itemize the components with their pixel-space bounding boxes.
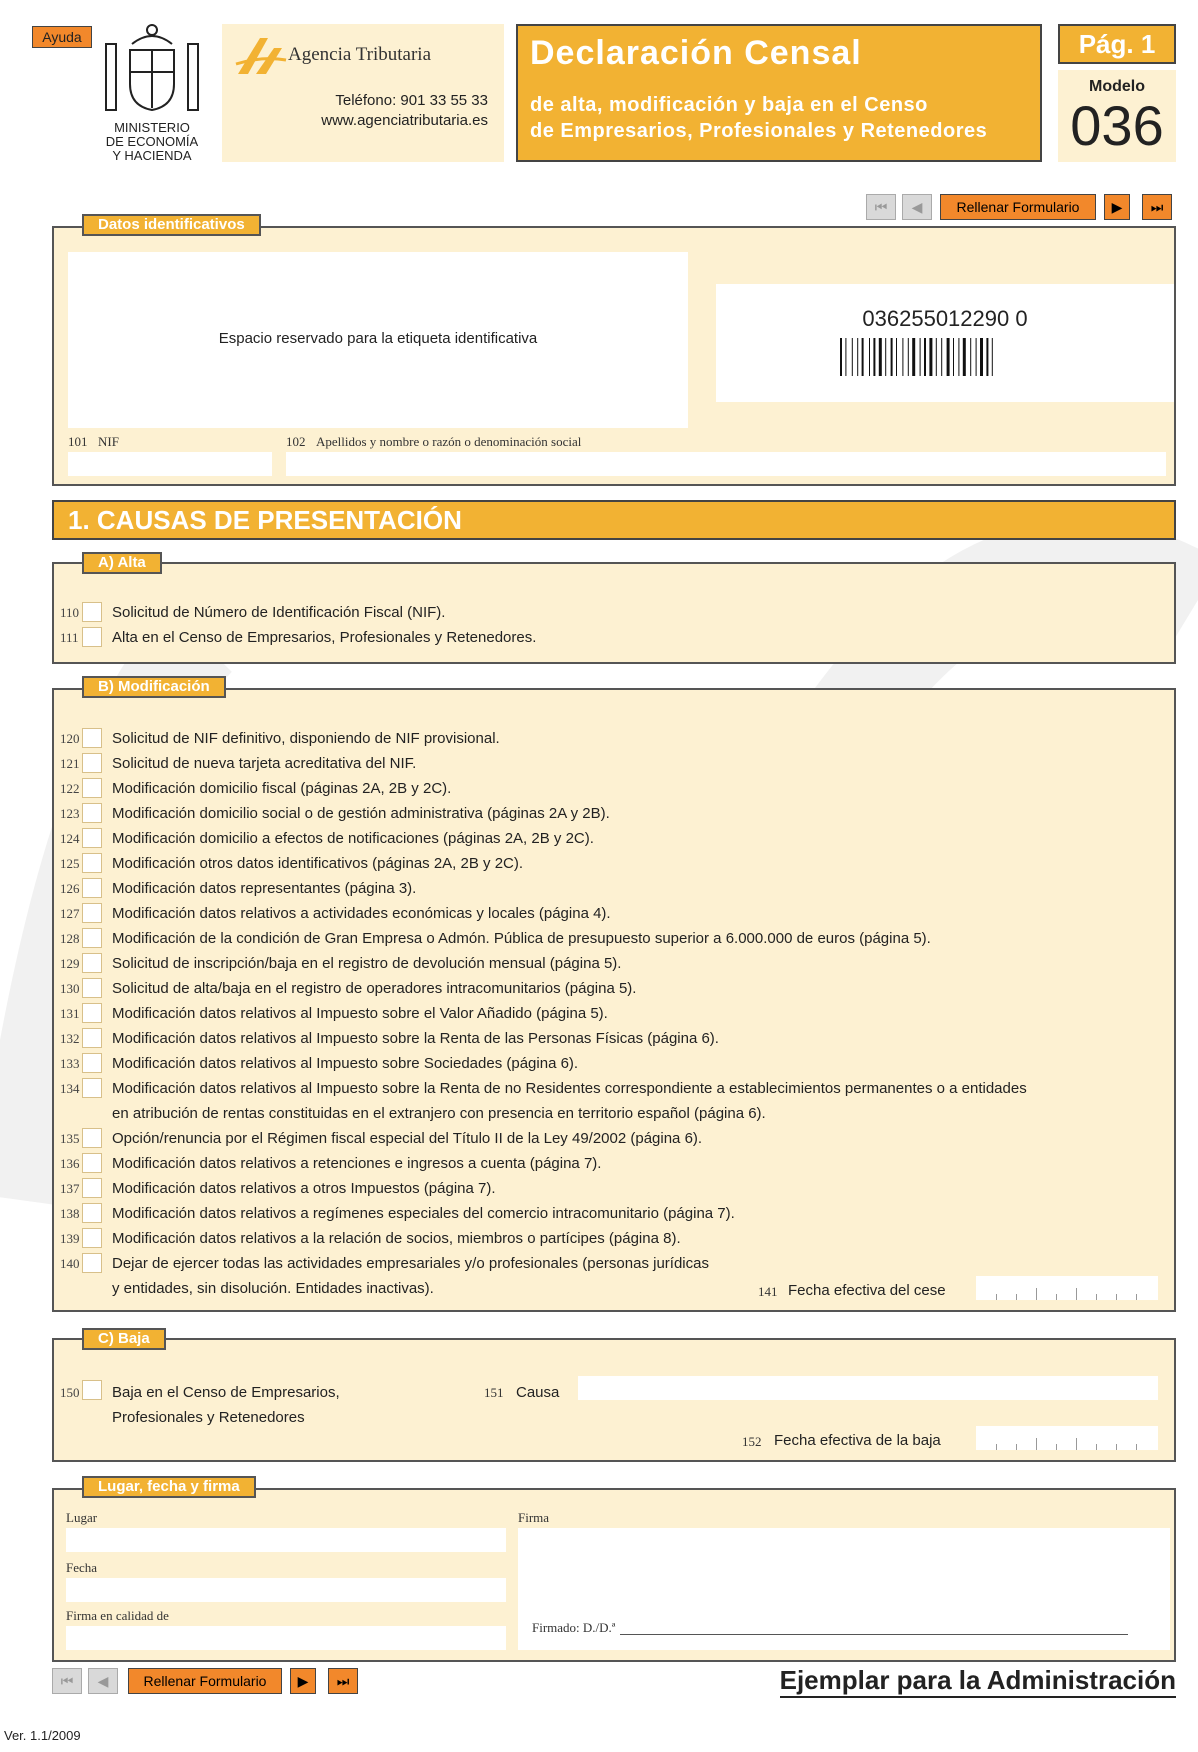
first-page-icon: ⏮: [60, 1672, 74, 1689]
modelo-number: 036: [1070, 94, 1164, 157]
ministry-line-3: Y HACIENDA: [112, 148, 192, 163]
ministry-line-1: MINISTERIO: [114, 120, 190, 135]
barcode-number: 036255012290 0: [862, 306, 1028, 331]
list-item[interactable]: 150 Baja en el Censo de Empresarios, Profesionales y Retenedores: [54, 1380, 1164, 1405]
lugar-input[interactable]: [66, 1528, 506, 1552]
fecha-label: Fecha: [66, 1560, 98, 1575]
first-page-icon: ⏮: [874, 198, 888, 215]
barcode-bar: [862, 338, 864, 376]
firmado-line: [620, 1634, 1128, 1635]
checkbox[interactable]: [82, 853, 102, 873]
list-item[interactable]: 140 Dejar de ejercer todas las actividades empresariales y/o profesionales (personas jurídicas y entidades, sin disolución. Entidades inactivas).: [60, 1255, 709, 1297]
barcode-bar: [947, 338, 950, 376]
next-page-icon: ▶: [1111, 198, 1123, 215]
calidad-input[interactable]: [66, 1626, 506, 1650]
checkbox[interactable]: [82, 1203, 102, 1223]
nif-num: 101: [68, 434, 88, 449]
barcode-bar: [869, 338, 870, 376]
section1-title: 1. CAUSAS DE PRESENTACIÓN: [52, 500, 1176, 540]
checkbox[interactable]: [82, 778, 102, 798]
barcode-bar: [929, 338, 932, 376]
causa-input[interactable]: [578, 1376, 1158, 1400]
agency-name: Agencia Tributaria: [288, 44, 432, 65]
version-label: Ver. 1.1/2009: [4, 1728, 81, 1743]
prev-page-icon: ◀: [97, 1672, 109, 1689]
checkbox[interactable]: [82, 928, 102, 948]
firma-tab: Lugar, fecha y firma: [82, 1476, 256, 1498]
ident-section: [52, 226, 1176, 486]
next-page-button-bottom[interactable]: [290, 1668, 316, 1694]
firma-section: [52, 1488, 1176, 1662]
barcode-bar: [941, 338, 942, 376]
checkbox[interactable]: [82, 878, 102, 898]
list-item[interactable]: 125 Modificación otros datos identificativos (páginas 2A, 2B y 2C).: [60, 855, 524, 872]
cese-label: Fecha efectiva del cese: [788, 1282, 946, 1299]
modelo-label: Modelo: [1089, 78, 1145, 95]
nif-input[interactable]: [68, 452, 272, 476]
agency-web: www.agenciatributaria.es: [321, 112, 488, 129]
barcode-bar: [986, 338, 988, 376]
list-item[interactable]: 131 Modificación datos relativos al Impuesto sobre el Valor Añadido (página 5).: [60, 1005, 608, 1022]
checkbox[interactable]: [82, 627, 102, 647]
cese-date-input[interactable]: [976, 1276, 1158, 1300]
checkbox[interactable]: [82, 728, 102, 748]
last-page-button-bottom[interactable]: [328, 1668, 358, 1694]
checkbox[interactable]: [82, 1028, 102, 1048]
barcode-bar: [958, 338, 959, 376]
barcode-bar: [902, 338, 903, 376]
barcode-bar: [879, 338, 882, 376]
modificacion-section: [52, 688, 1176, 1312]
causa-label: Causa: [516, 1384, 560, 1401]
list-item[interactable]: 129 Solicitud de inscripción/baja en el registro de devolución mensual (página 5).: [60, 955, 622, 972]
barcode-bar: [992, 338, 993, 376]
baja-tab: C) Baja: [82, 1328, 166, 1350]
barcode-bar: [857, 338, 858, 376]
help-button[interactable]: Ayuda: [32, 26, 92, 48]
list-item[interactable]: 134 Modificación datos relativos al Impuesto sobre la Renta de no Residentes correspondiente a establecimientos permanentes o a entidades en atribución de rentas constituidas en el extranjero con presencia en territorio español (página 6).: [60, 1080, 1027, 1122]
list-item[interactable]: 135 Opción/renuncia por el Régimen fiscal especial del Título II de la Ley 49/2002 (página 6).: [60, 1130, 703, 1147]
coat-of-arms-icon: [92, 22, 212, 116]
last-page-button[interactable]: [1142, 194, 1172, 220]
checkbox[interactable]: [82, 1228, 102, 1248]
modelo-box: [1058, 70, 1176, 162]
firma-label: Firma: [518, 1510, 550, 1525]
page-subtitle-2: de Empresarios, Profesionales y Retenedores: [530, 120, 988, 142]
checkbox[interactable]: [82, 953, 102, 973]
list-item[interactable]: 122 Modificación domicilio fiscal (páginas 2A, 2B y 2C).: [60, 780, 452, 797]
ministry-logo: [92, 22, 212, 170]
checkbox[interactable]: [82, 1153, 102, 1173]
barcode: [840, 338, 1064, 376]
barcode-bar: [976, 338, 977, 376]
list-item[interactable]: 110 Solicitud de Número de Identificación Fiscal (NIF).: [60, 604, 446, 621]
ident-tab: Datos identificativos: [82, 214, 261, 236]
list-item[interactable]: 127 Modificación datos relativos a actividades económicas y locales (página 4).: [60, 905, 611, 922]
firmado-label: Firmado: D./D.ª: [532, 1620, 616, 1635]
barcode-area: [716, 284, 1174, 402]
barcode-bar: [924, 338, 926, 376]
list-item[interactable]: 139 Modificación datos relativos a la relación de socios, miembros o partícipes (página 8).: [60, 1230, 681, 1247]
barcode-bar: [908, 338, 909, 376]
list-item[interactable]: 138 Modificación datos relativos a regímenes especiales del comercio intracomunitario (página 7).: [60, 1205, 735, 1222]
name-num: 102: [286, 434, 306, 449]
fecha-baja-label: Fecha efectiva de la baja: [774, 1432, 941, 1449]
ejemplar-label: Ejemplar para la Administración: [780, 1664, 1176, 1698]
alta-section: [52, 562, 1176, 664]
barcode-bar: [936, 338, 937, 376]
list-item[interactable]: 124 Modificación domicilio a efectos de notificaciones (páginas 2A, 2B y 2C).: [60, 830, 594, 847]
label-area: Espacio reservado para la etiqueta identificativa: [68, 252, 688, 428]
barcode-bar: [920, 338, 921, 376]
checkbox[interactable]: [82, 1178, 102, 1198]
page-number-badge: Pág. 1: [1058, 24, 1176, 64]
barcode-bar: [885, 338, 886, 376]
list-item[interactable]: 123 Modificación domicilio social o de gestión administrativa (páginas 2A y 2B).: [60, 805, 610, 822]
checkbox[interactable]: [82, 753, 102, 773]
fill-form-button-bottom[interactable]: Rellenar Formulario: [128, 1668, 282, 1694]
list-item[interactable]: 136 Modificación datos relativos a retenciones e ingresos a cuenta (página 7).: [60, 1155, 602, 1172]
fecha-baja-num: 152: [742, 1434, 762, 1449]
agency-phone: Teléfono: 901 33 55 33: [335, 92, 488, 109]
causa-num: 151: [484, 1385, 504, 1400]
alta-tab: A) Alta: [82, 552, 162, 574]
next-page-icon: ▶: [297, 1672, 309, 1689]
first-page-button[interactable]: [866, 194, 896, 220]
list-item[interactable]: 128 Modificación de la condición de Gran Empresa o Admón. Pública de presupuesto superior a 6.000.000 de euros (página 5).: [60, 930, 931, 947]
lugar-label: Lugar: [66, 1510, 98, 1525]
name-label: Apellidos y nombre o razón o denominación social: [316, 434, 582, 449]
fill-form-button[interactable]: Rellenar Formulario: [940, 194, 1096, 220]
page-title: Declaración Censal: [530, 34, 862, 72]
fecha-input[interactable]: [66, 1578, 506, 1602]
checkbox[interactable]: [82, 1053, 102, 1073]
barcode-bar: [912, 338, 915, 376]
checkbox[interactable]: [82, 1003, 102, 1023]
barcode-bar: [852, 338, 853, 376]
name-input[interactable]: [286, 452, 1166, 476]
list-item[interactable]: 133 Modificación datos relativos al Impuesto sobre Sociedades (página 6).: [60, 1055, 579, 1072]
list-item[interactable]: 121 Solicitud de nueva tarjeta acreditativa del NIF.: [60, 755, 417, 772]
barcode-bar: [845, 338, 846, 376]
checkbox[interactable]: [82, 903, 102, 923]
checkbox[interactable]: [82, 602, 102, 622]
agency-box: [222, 24, 504, 162]
checkbox[interactable]: [82, 1253, 102, 1273]
checkbox[interactable]: [82, 803, 102, 823]
nif-label: NIF: [98, 434, 119, 449]
checkbox[interactable]: [82, 978, 102, 998]
barcode-bar: [980, 338, 983, 376]
list-item[interactable]: 126 Modificación datos representantes (página 3).: [60, 880, 417, 897]
list-item[interactable]: 137 Modificación datos relativos a otros Impuestos (página 7).: [60, 1180, 496, 1197]
first-page-button-bottom[interactable]: [52, 1668, 82, 1694]
list-item[interactable]: 130 Solicitud de alta/baja en el registro de operadores intracomunitarios (página 5).: [60, 980, 637, 997]
barcode-bar: [840, 338, 842, 376]
barcode-bar: [963, 338, 966, 376]
checkbox[interactable]: [82, 1380, 102, 1400]
cese-num: 141: [758, 1284, 778, 1299]
last-page-icon: ⏭: [1150, 198, 1164, 215]
prev-page-icon: ◀: [911, 198, 923, 215]
checkbox[interactable]: [82, 828, 102, 848]
prev-page-button-bottom[interactable]: [88, 1668, 118, 1694]
baja-section: [52, 1338, 1176, 1462]
page-subtitle-1: de alta, modificación y baja en el Censo: [530, 94, 928, 116]
barcode-bar: [891, 338, 893, 376]
calidad-label: Firma en calidad de: [66, 1608, 169, 1623]
list-item[interactable]: 120 Solicitud de NIF definitivo, disponiendo de NIF provisional.: [60, 730, 500, 747]
barcode-bar: [953, 338, 954, 376]
checkbox[interactable]: [82, 1128, 102, 1148]
barcode-bar: [970, 338, 971, 376]
ministry-line-2: DE ECONOMÍA: [105, 134, 199, 149]
firma-area[interactable]: [518, 1528, 1170, 1650]
agency-logo-icon: [234, 34, 288, 78]
prev-page-button[interactable]: [902, 194, 932, 220]
last-page-icon: ⏭: [336, 1672, 350, 1689]
list-item[interactable]: 132 Modificación datos relativos al Impuesto sobre la Renta de las Personas Físicas (página 6).: [60, 1030, 719, 1047]
modificacion-tab: B) Modificación: [82, 676, 226, 698]
baja-date-input[interactable]: [976, 1426, 1158, 1450]
barcode-bar: [873, 338, 875, 376]
barcode-bar: [896, 338, 897, 376]
checkbox[interactable]: [82, 1078, 102, 1098]
next-page-button[interactable]: [1104, 194, 1130, 220]
title-box: [516, 24, 1042, 162]
list-item[interactable]: 111 Alta en el Censo de Empresarios, Profesionales y Retenedores.: [60, 629, 537, 646]
